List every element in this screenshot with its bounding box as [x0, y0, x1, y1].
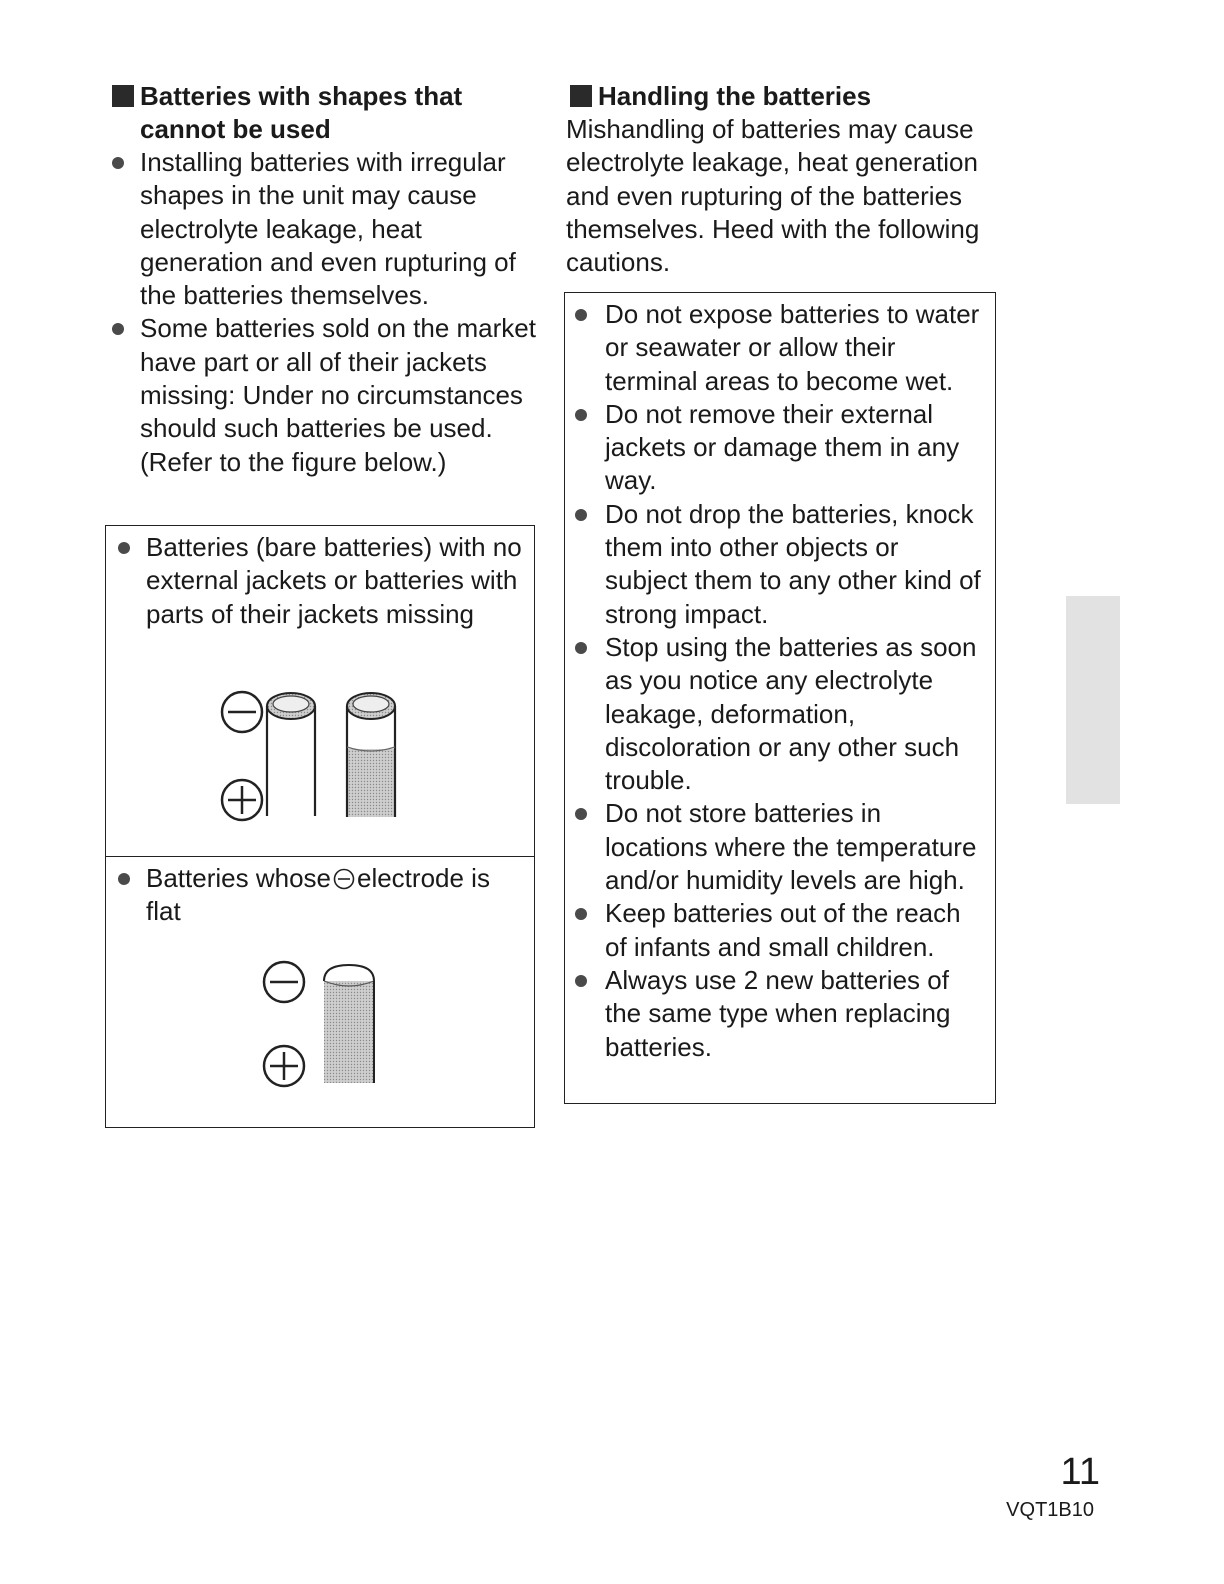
list-item: Do not expose batteries to water or seawater or allow their terminal areas to become wet.	[565, 298, 987, 398]
document-code: VQT1B10	[1006, 1499, 1094, 1521]
left-column	[108, 80, 538, 479]
bullet-icon	[575, 309, 587, 321]
list-item: Keep batteries out of the reach of infants and small children.	[565, 897, 987, 964]
circled-plus-icon	[264, 1046, 304, 1086]
circled-minus-icon	[333, 868, 355, 890]
black-square-icon	[570, 85, 592, 107]
list-item: Batteries whose electrode is flat	[106, 862, 534, 929]
list-item: Installing batteries with irregular shapes in the unit may cause electrolyte leakage, heat generation and even rupturing of the batteries themselves.	[108, 146, 538, 312]
handling-intro: Mishandling of batteries may cause electrolyte leakage, heat generation and even rupturing of the batteries themselves. Heed with the following cautions.	[566, 114, 980, 278]
list-item: Always use 2 new batteries of the same type when replacing batteries.	[565, 964, 987, 1064]
circled-minus-icon	[264, 962, 304, 1002]
list-item: Do not remove their external jackets or damage them in any way.	[565, 398, 987, 498]
bare-battery-icon	[267, 693, 315, 816]
right-column	[566, 80, 998, 279]
page-number: 11	[1060, 1451, 1100, 1493]
bullet-icon	[112, 323, 124, 335]
bullet-icon	[575, 808, 587, 820]
list-item: Stop using the batteries as soon as you notice any electrolyte leakage, deformation, discoloration or any other such trouble.	[565, 631, 987, 797]
bullet-icon	[575, 642, 587, 654]
list-item: Do not store batteries in locations where the temperature and/or humidity levels are high.	[565, 797, 987, 897]
list-item: Do not drop the batteries, knock them into other objects or subject them to any other kind of strong impact.	[565, 498, 987, 631]
partial-jacket-battery-icon	[347, 693, 395, 817]
circled-plus-icon	[222, 780, 262, 820]
circled-minus-icon	[222, 692, 262, 732]
section-heading-unusable-shapes: Batteries with shapes that cannot be used	[108, 80, 538, 146]
list-item: Batteries (bare batteries) with no external jackets or batteries with parts of their jackets missing	[106, 531, 534, 631]
bullet-icon	[575, 975, 587, 987]
black-square-icon	[112, 85, 134, 107]
bullet-icon	[575, 409, 587, 421]
list-item: Some batteries sold on the market have part or all of their jackets missing: Under no circumstances should such batteries be used. (Refer to the figure below.)	[108, 312, 538, 478]
bullet-icon	[575, 509, 587, 521]
bare-batteries-figure	[216, 681, 426, 831]
bullet-icon	[118, 873, 130, 885]
section-tab-marker	[1066, 596, 1120, 804]
bare-batteries-box	[105, 525, 535, 857]
section-heading-handling: Handling the batteries	[566, 80, 998, 113]
flat-electrode-box	[105, 856, 535, 1128]
bullet-icon	[575, 908, 587, 920]
unusable-shapes-list	[108, 146, 538, 479]
cautions-list	[565, 298, 995, 1064]
bullet-icon	[118, 542, 130, 554]
bullet-icon	[112, 157, 124, 169]
flat-electrode-battery-icon	[324, 965, 374, 1083]
cautions-box	[564, 292, 996, 1104]
flat-electrode-figure	[254, 955, 384, 1095]
